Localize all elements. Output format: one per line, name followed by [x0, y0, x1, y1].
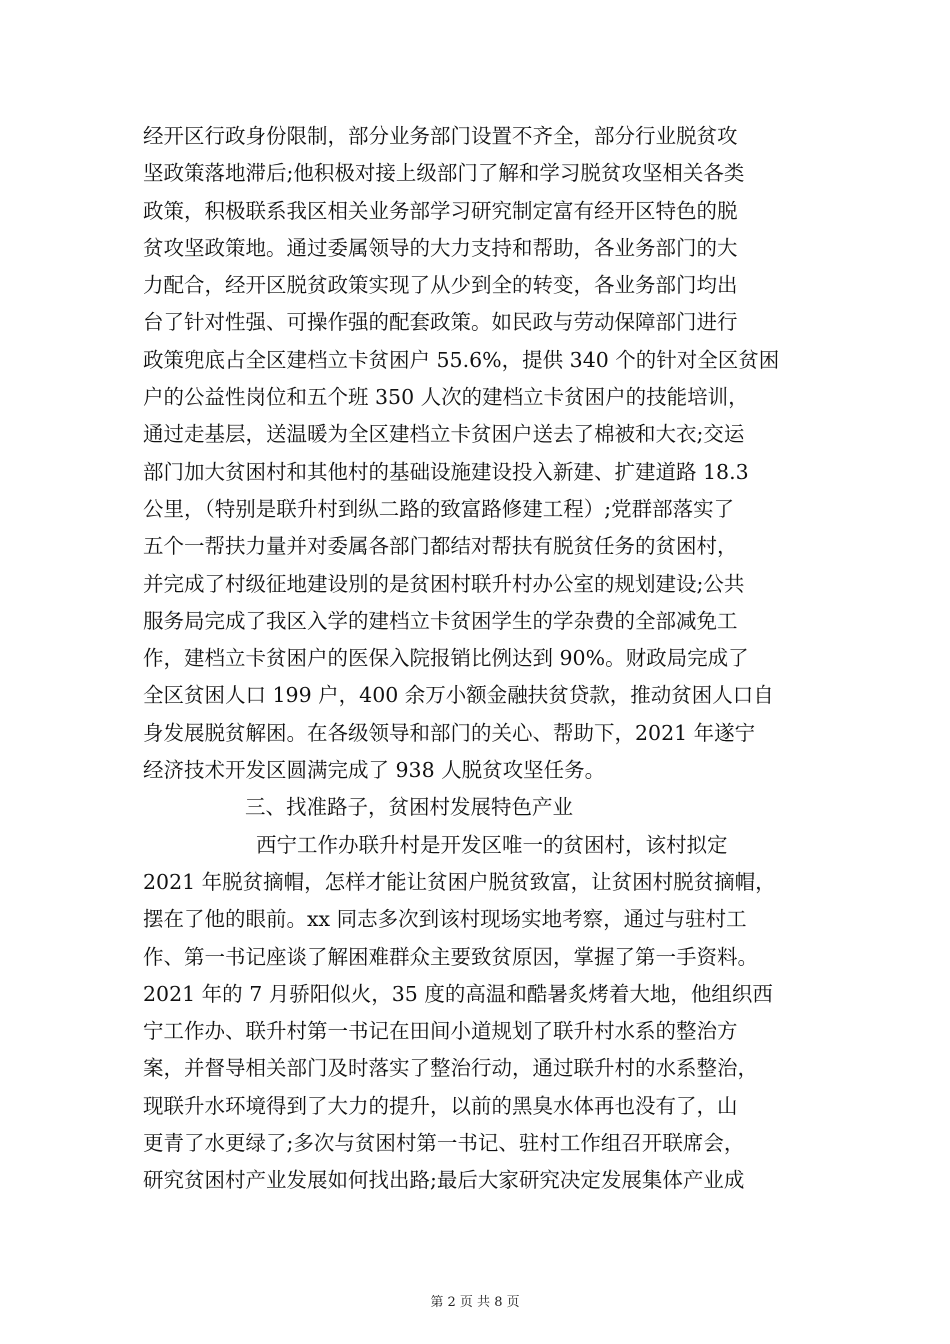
- text-line: 摆在了他的眼前。xx 同志多次到该村现场实地考察，通过与驻村工: [143, 907, 747, 932]
- text-line: 公里，（特别是联升村到纵二路的致富路修建工程）;党群部落实了: [143, 496, 735, 521]
- text-line: 身发展脱贫解困。在各级领导和部门的关心、帮助下，2021 年遂宁: [143, 720, 756, 745]
- text-line: 服务局完成了我区入学的建档立卡贫困学生的学杂费的全部减免工: [143, 608, 738, 633]
- text-line: 经济技术开发区圆满完成了 938 人脱贫攻坚任务。: [143, 758, 606, 783]
- text-line: 宁工作办、联升村第一书记在田间小道规划了联升村水系的整治方: [143, 1019, 738, 1044]
- text-line: 台了针对性强、可操作强的配套政策。如民政与劳动保障部门进行: [143, 310, 738, 335]
- text-line: 2021 年的 7 月骄阳似火，35 度的高温和酷暑炙烤着大地，他组织西: [143, 981, 773, 1006]
- page-number: 第 2 页 共 8 页: [430, 1295, 520, 1310]
- text-line: 并完成了村级征地建设別的是贫困村联升村办公室的规划建设;公共: [143, 571, 745, 596]
- text-line: 户的公益性岗位和五个班 350 人次的建档立卡贫困户的技能培训，: [143, 385, 749, 410]
- text-line: 作、第一书记座谈了解困难群众主要致贫原因，掌握了第一手资料。: [143, 944, 758, 969]
- text-line: 力配合，经开区脱贫政策实现了从少到全的转变，各业务部门均出: [143, 273, 738, 298]
- text-line: 贫攻坚政策地。通过委属领导的大力支持和帮助，各业务部门的大: [143, 235, 738, 260]
- text-line: 部门加大贫困村和其他村的基础设施建设投入新建、扩建道路 18.3: [143, 459, 749, 484]
- text-line: 政策，积极联系我区相关业务部学习研究制定富有经开区特色的脱: [143, 198, 738, 223]
- section-heading: 三、找准路子，贫困村发展特色产业: [245, 795, 573, 820]
- text-line: 作，建档立卡贫困户的医保入院报销比例达到 90%。财政局完成了: [143, 646, 749, 671]
- text-line: 2021 年脱贫摘帽，怎样才能让贫困户脱贫致富，让贫困村脱贫摘帽，: [143, 869, 776, 894]
- body-text: [143, 118, 823, 1200]
- text-line: 政策兜底占全区建档立卡贫困户 55.6%，提供 340 个的针对全区贫困: [143, 347, 780, 372]
- text-line: 现联升水环境得到了大力的提升，以前的黑臭水体再也没有了，山: [143, 1093, 738, 1118]
- text-line: 通过走基层，送温暖为全区建档立卡贫困户送去了棉被和大衣;交运: [143, 422, 745, 447]
- text-line: 五个一帮扶力量并对委属各部门都结对帮扶有脱贫任务的贫困村，: [143, 534, 738, 559]
- text-line: 研究贫困村产业发展如何找出路;最后大家研究决定发展集体产业成: [143, 1168, 745, 1193]
- text-line: 坚政策落地滞后;他积极对接上级部门了解和学习脱贫攻坚相关各类: [143, 161, 745, 186]
- text-line: 更青了水更绿了;多次与贫困村第一书记、驻村工作组召开联席会，: [143, 1131, 745, 1156]
- text-line: 经开区行政身份限制，部分业务部门设置不齐全，部分行业脱贫攻: [143, 124, 738, 148]
- text-line: 案，并督导相关部门及时落实了整治行动，通过联升村的水系整治，: [143, 1056, 758, 1081]
- text-line: 西宁工作办联升村是开发区唯一的贫困村，该村拟定: [256, 832, 728, 857]
- text-line: 全区贫困人口 199 户，400 余万小额金融扶贫贷款，推动贫困人口自: [143, 683, 774, 708]
